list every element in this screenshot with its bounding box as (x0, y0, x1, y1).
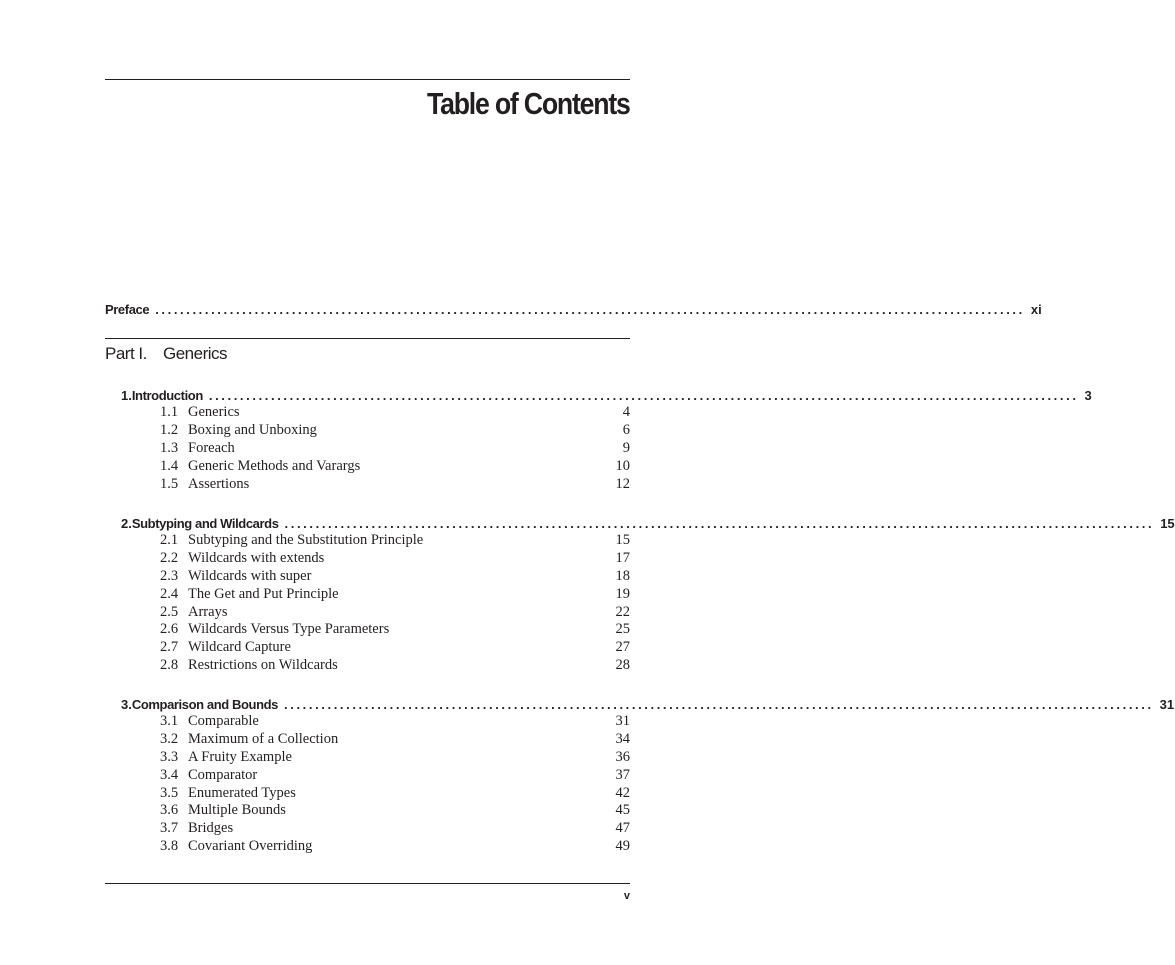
dot-leader: ............................................................................................................................................ (284, 516, 1155, 531)
section-title: The Get and Put Principle (188, 585, 339, 602)
section-number: 3.8 (160, 838, 179, 855)
toc-entry-section[interactable] (121, 731, 630, 749)
section-title: Enumerated Types (188, 784, 296, 801)
chapter-page: 15 (1160, 516, 1175, 531)
section-page: 10 (615, 457, 630, 474)
section-title: Wildcard Capture (188, 639, 291, 656)
toc-entry-section[interactable] (121, 820, 630, 838)
section-page: 18 (615, 567, 630, 584)
section-page: 37 (615, 766, 630, 783)
dot-leader: ............................................................................................................................................ (284, 697, 1154, 712)
chapter-page: 3 (1084, 388, 1092, 403)
section-number: 3.4 (160, 766, 179, 783)
section-page: 42 (615, 784, 630, 801)
section-page: 27 (615, 639, 630, 656)
section-number: 2.2 (160, 549, 179, 566)
toc-entry-section[interactable] (121, 657, 630, 675)
section-number: 2.4 (160, 585, 179, 602)
section-title: Assertions (188, 475, 250, 492)
section-number: 1.4 (160, 457, 179, 474)
section-title: Wildcards with extends (188, 549, 325, 566)
section-page: 45 (615, 802, 630, 819)
toc-entry-chapter[interactable] (121, 516, 1175, 531)
section-title: Covariant Overriding (188, 838, 313, 855)
section-title: Subtyping and the Substitution Principle (188, 532, 424, 548)
section-title: Bridges (188, 820, 234, 837)
section-title: Boxing and Unboxing (188, 421, 317, 438)
page-title: Table of Contents (427, 86, 630, 121)
toc-entry-section[interactable] (121, 476, 630, 494)
toc-entry-section[interactable] (121, 422, 630, 440)
section-page: 36 (615, 748, 630, 765)
toc-entry-section[interactable] (121, 802, 630, 820)
section-page: 15 (615, 532, 630, 548)
section-title: Comparator (188, 766, 258, 783)
bottom-rule (105, 883, 630, 884)
section-page: 4 (622, 404, 630, 420)
page-number: v (623, 890, 630, 902)
section-page: 6 (622, 421, 630, 438)
chapter-block (121, 516, 1175, 675)
section-number: 2.7 (160, 639, 179, 656)
preface-page: xi (1030, 302, 1042, 317)
chapter-title: Comparison and Bounds (131, 697, 279, 712)
section-title: A Fruity Example (188, 748, 292, 765)
section-number: 2.5 (160, 603, 179, 620)
section-title: Foreach (188, 439, 235, 456)
toc-entry-section[interactable] (121, 639, 630, 657)
section-number: 3.7 (160, 820, 179, 837)
section-list (121, 404, 630, 493)
chapter-title: Introduction (131, 388, 203, 403)
section-title: Arrays (188, 603, 228, 620)
preface-label: Preface (105, 302, 150, 317)
section-page: 17 (615, 549, 630, 566)
section-page: 31 (615, 713, 630, 729)
section-page: 22 (615, 603, 630, 620)
chapter-title: Subtyping and Wildcards (131, 516, 279, 531)
section-page: 47 (615, 820, 630, 837)
section-number: 1.3 (160, 439, 179, 456)
section-page: 28 (615, 657, 630, 674)
section-title: Comparable (188, 713, 259, 729)
section-number: 1.2 (160, 421, 179, 438)
toc-entry-section[interactable] (121, 586, 630, 604)
toc-entry-section[interactable] (121, 749, 630, 767)
dot-leader: ............................................................................................................................................ (208, 388, 1079, 403)
toc-entry-section[interactable] (121, 404, 630, 422)
section-title: Generics (188, 404, 240, 420)
section-page: 9 (622, 439, 630, 456)
toc-entry-chapter[interactable] (121, 388, 1092, 403)
section-number: 2.3 (160, 567, 179, 584)
part-title: Generics (163, 344, 228, 363)
section-title: Wildcards with super (188, 567, 312, 584)
part-rule (105, 338, 630, 339)
section-number: 2.6 (160, 621, 179, 638)
toc-entry-section[interactable] (121, 550, 630, 568)
section-title: Multiple Bounds (188, 802, 286, 819)
toc-entry-chapter[interactable] (121, 697, 1175, 712)
toc-entry-section[interactable] (121, 568, 630, 586)
section-title: Maximum of a Collection (188, 730, 339, 747)
toc-entry-section[interactable] (121, 713, 630, 731)
toc-entry-section[interactable] (121, 532, 630, 550)
section-number: 1.5 (160, 475, 179, 492)
section-page: 12 (615, 475, 630, 492)
section-number: 3.2 (160, 730, 179, 747)
section-number: 1.1 (160, 404, 179, 420)
toc-entry-section[interactable] (121, 458, 630, 476)
part-number: Part I. (105, 344, 147, 363)
chapter-number: 2. (121, 516, 132, 531)
section-title: Wildcards Versus Type Parameters (188, 621, 390, 638)
section-number: 3.1 (160, 713, 179, 729)
toc-entry-preface[interactable] (105, 302, 1042, 317)
chapter-block (121, 388, 1092, 493)
section-page: 34 (615, 730, 630, 747)
top-rule (105, 79, 630, 80)
dot-leader: ............................................................................................................................................ (155, 302, 1025, 317)
toc-entry-section[interactable] (121, 785, 630, 803)
section-number: 3.3 (160, 748, 179, 765)
section-list (121, 532, 630, 675)
toc-entry-section[interactable] (121, 604, 630, 622)
section-number: 2.1 (160, 532, 179, 548)
section-title: Generic Methods and Varargs (188, 457, 361, 474)
toc-entry-section[interactable] (121, 838, 630, 856)
chapter-number: 3. (121, 697, 132, 712)
section-title: Restrictions on Wildcards (188, 657, 338, 674)
section-number: 2.8 (160, 657, 179, 674)
chapter-block (121, 697, 1175, 856)
section-list (121, 713, 630, 856)
section-page: 25 (615, 621, 630, 638)
section-page: 19 (615, 585, 630, 602)
chapter-page: 31 (1159, 697, 1175, 712)
section-number: 3.6 (160, 802, 179, 819)
section-page: 49 (615, 838, 630, 855)
part-heading (105, 344, 227, 364)
toc-entry-section[interactable] (121, 767, 630, 785)
toc-entry-section[interactable] (121, 440, 630, 458)
toc-entry-section[interactable] (121, 621, 630, 639)
chapter-number: 1. (121, 388, 132, 403)
section-number: 3.5 (160, 784, 179, 801)
